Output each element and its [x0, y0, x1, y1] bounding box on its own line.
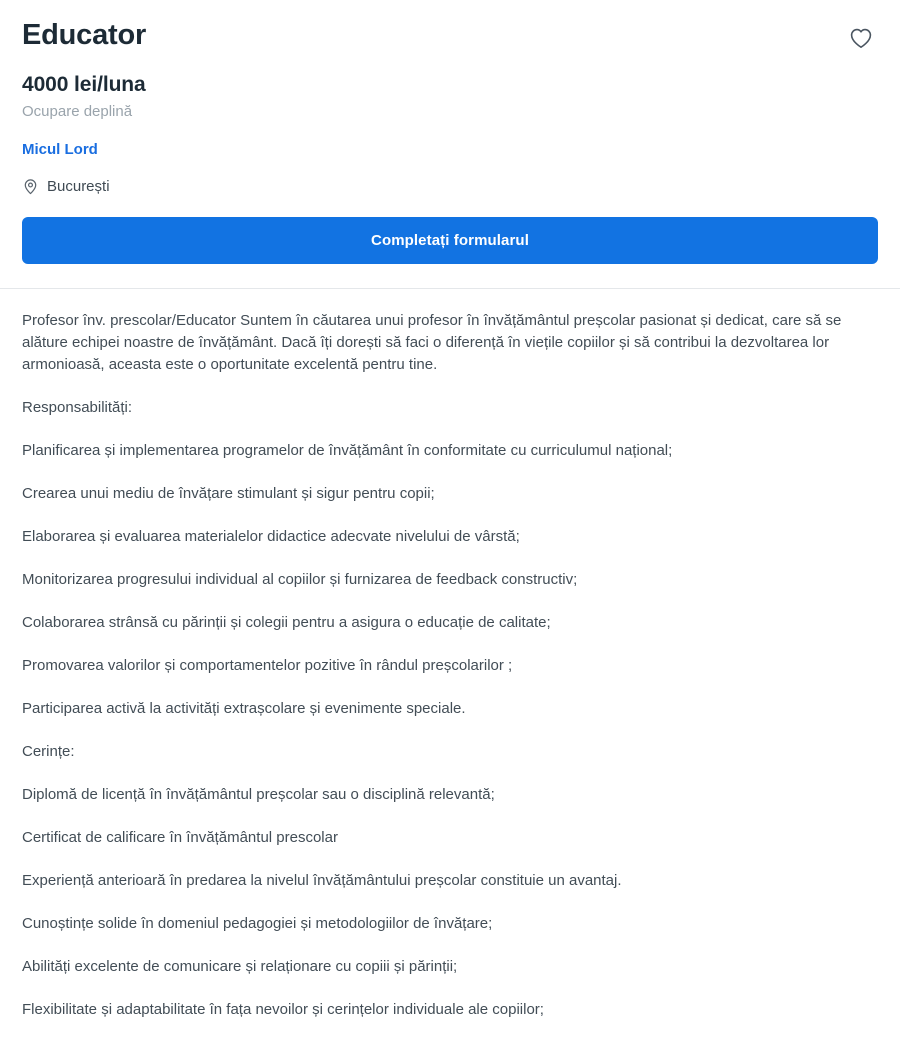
salary: 4000 lei/luna: [22, 73, 146, 96]
description-paragraph: Planificarea și implementarea programelor de învățământ în conformitate cu curriculumul național;: [22, 442, 673, 459]
description-paragraph: Profesor înv. prescolar/Educator Suntem în căutarea unui profesor în învățământul preșcolar pasionat și dedicat, care să se alăture echipei noastre de învățământ. Dacă îți dorești să faci o diferență în viețile copiilor și să contribui la dezvoltarea lor armonioasă, aceasta este o oportunitate excelentă pentru tine.: [22, 312, 842, 373]
description-paragraph: Crearea unui mediu de învățare stimulant și sigur pentru copii;: [22, 485, 435, 502]
description-paragraph: Certificat de calificare în învățământul prescolar: [22, 829, 338, 846]
title-row: [22, 18, 878, 55]
location-label: București: [47, 178, 110, 195]
apply-button[interactable]: Completați formularul: [22, 217, 878, 264]
heart-icon: [849, 27, 873, 49]
description-paragraph: Monitorizarea progresului individual al copiilor și furnizarea de feedback constructiv;: [22, 571, 578, 588]
description-paragraph: Participarea activă la activități extrașcolare și evenimente speciale.: [22, 700, 466, 717]
page-title: Educator: [22, 19, 147, 51]
employment-type: Ocupare deplină: [22, 103, 133, 120]
description-paragraph: Promovarea valorilor și comportamentelor pozitive în rândul preșcolarilor ;: [22, 657, 513, 674]
description-paragraph: Experiență anterioară în predarea la nivelul învățământului preșcolar constituie un avantaj.: [22, 872, 622, 889]
description-paragraph: Cunoștințe solide în domeniul pedagogiei și metodologiilor de învățare;: [22, 915, 493, 932]
favorite-button[interactable]: [844, 21, 878, 55]
description-paragraph: Responsabilități:: [22, 399, 133, 416]
job-header: [0, 0, 900, 195]
company-link[interactable]: Micul Lord: [22, 141, 98, 158]
job-description: [0, 289, 900, 1045]
description-paragraph: Flexibilitate și adaptabilitate în fața nevoilor și cerințelor individuale ale copiilor;: [22, 1001, 544, 1018]
description-paragraph: Abilități excelente de comunicare și relaționare cu copiii și părinții;: [22, 958, 458, 975]
description-paragraph: Diplomă de licență în învățământul preșcolar sau o disciplină relevantă;: [22, 786, 495, 803]
map-pin-icon: [22, 178, 39, 195]
description-paragraph: Cerințe:: [22, 743, 75, 760]
description-paragraph: Colaborarea strânsă cu părinții și colegii pentru a asigura o educație de calitate;: [22, 614, 551, 631]
description-paragraph: Elaborarea și evaluarea materialelor didactice adecvate nivelului de vârstă;: [22, 528, 520, 545]
location-row: [22, 178, 878, 195]
